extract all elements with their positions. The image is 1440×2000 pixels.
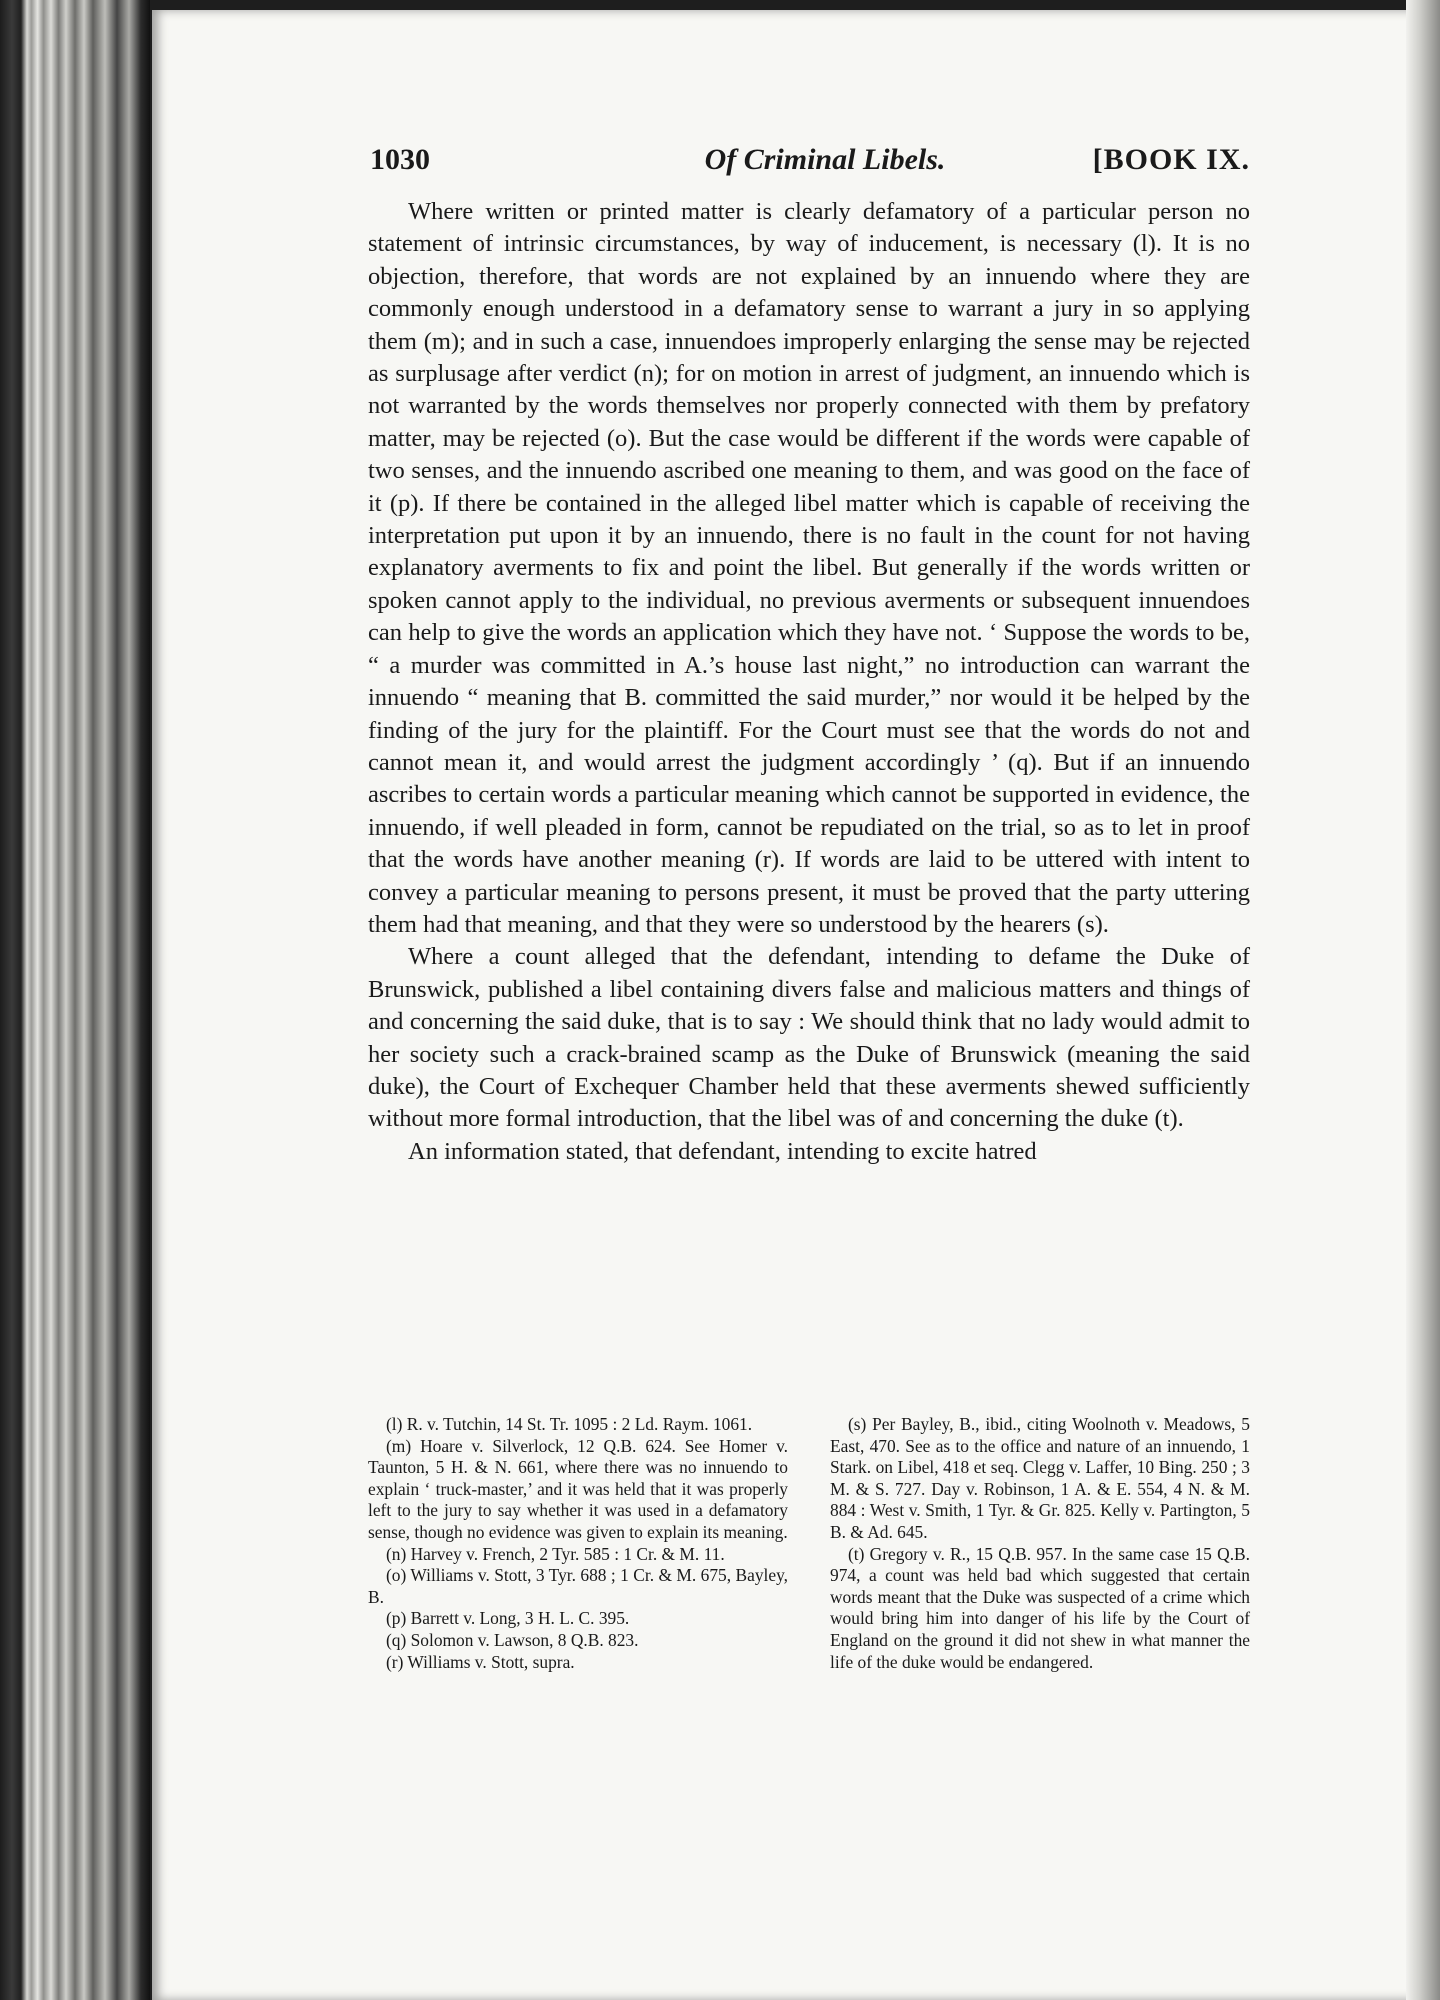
book-reference: [BOOK IX. (1092, 143, 1250, 176)
paragraph: Where written or printed matter is clearly defamatory of a particular person no statement of intrinsic circumstances, by way of inducement, is necessary (l). It is no objection, therefore, that words are not explained by an innuendo where they are commonly enough understood in a defamatory sense to warrant a jury in so applying them (m); and in such a case, innuendoes improperly enlarging the sense may be rejected as surplusage after verdict (n); for on motion in arrest of judgment, an innuendo which is not warranted by the words themselves nor properly connected with them by prefatory matter, may be rejected (o). But the case would be different if the words were capable of two senses, and the innuendo ascribed one meaning to them, and was good on the face of it (p). If there be contained in the alleged libel matter which is capable of receiving the interpretation put upon it by an innuendo, there is no fault in the count for not having explanatory averments to fix and point the libel. But generally if the words written or spoken cannot apply to the individual, no previous averments or subsequent innuendoes can help to give the words an application which they have not. ‘ Suppose the words to be, “ a murder was committed in A.’s house last night,” no introduction can warrant the innuendo “ meaning that B. committed the said murder,” nor would it be helped by the finding of the jury for the plaintiff. For the Court must see that the words do not and cannot mean it, and would arrest the judgment accordingly ’ (q). But if an innuendo ascribes to certain words a particular meaning which cannot be supported in evidence, the innuendo, if well pleaded in form, cannot be repudiated on the trial, so as to let in proof that the words have another meaning (r). If words are laid to be uttered with intent to convey a particular meaning to persons present, it must be proved that the party uttering them had that meaning, and that they were so understood by the hearers (s). (368, 198, 1250, 938)
footnote: (s) Per Bayley, B., ibid., citing Woolnoth v. Meadows, 5 East, 470. See as to the office and nature of an innuendo, 1 Stark. on Libel, 418 et seq. Clegg v. Laffer, 10 Bing. 250 ; 3 M. & S. 727. Day v. Robinson, 1 A. & E. 554, 4 N. & M. 884 : West v. Smith, 1 Tyr. & Gr. 825. Kelly v. Partington, 5 B. & Ad. 645. (830, 1414, 1250, 1542)
footnotes (368, 1414, 1250, 1673)
page-number: 1030 (370, 143, 430, 176)
footnote: (t) Gregory v. R., 15 Q.B. 957. In the same case 15 Q.B. 974, a count was held bad which suggested that certain words meant that the Duke was suspected of a crime which would bring him into danger of his life by the Court of England on the ground it did not shew in what manner the life of the duke would be endangered. (830, 1543, 1250, 1672)
footnotes-left-column (368, 1414, 788, 1673)
footnote: (m) Hoare v. Silverlock, 12 Q.B. 624. See Homer v. Taunton, 5 H. & N. 661, where there was no innuendo to explain ‘ truck-master,’ and it was held that it was properly left to the jury to say whether it was used in a defamatory sense, though no evidence was given to explain its meaning. (368, 1435, 788, 1542)
footnote: (r) Williams v. Stott, supra. (386, 1651, 575, 1672)
page-right-edge (1406, 0, 1440, 2000)
running-title: Of Criminal Libels. (704, 143, 946, 176)
footnotes-right-column (830, 1414, 1250, 1673)
body-text (368, 196, 1250, 1168)
footnote: (l) R. v. Tutchin, 14 St. Tr. 1095 : 2 Ld. Raym. 1061. (386, 1414, 753, 1434)
book-binding-edge (0, 0, 150, 2000)
footnote: (p) Barrett v. Long, 3 H. L. C. 395. (386, 1608, 630, 1629)
footnote: (o) Williams v. Stott, 3 Tyr. 688 ; 1 Cr. & M. 675, Bayley, B. (368, 1565, 788, 1607)
paragraph: An information stated, that defendant, intending to excite hatred (408, 1137, 1037, 1165)
page-header (370, 140, 1250, 180)
footnote: (n) Harvey v. French, 2 Tyr. 585 : 1 Cr. & M. 11. (386, 1543, 725, 1564)
footnote: (q) Solomon v. Lawson, 8 Q.B. 823. (386, 1629, 639, 1650)
paragraph: Where a count alleged that the defendant, intending to defame the Duke of Brunswick, published a libel containing divers false and malicious matters and things of and concerning the said duke, that is to say : We should think that no lady would admit to her society such a crack-brained scamp as the Duke of Brunswick (meaning the said duke), the Court of Exchequer Chamber held that these averments shewed sufficiently without more formal introduction, that the libel was of and concerning the duke (t). (368, 943, 1250, 1133)
